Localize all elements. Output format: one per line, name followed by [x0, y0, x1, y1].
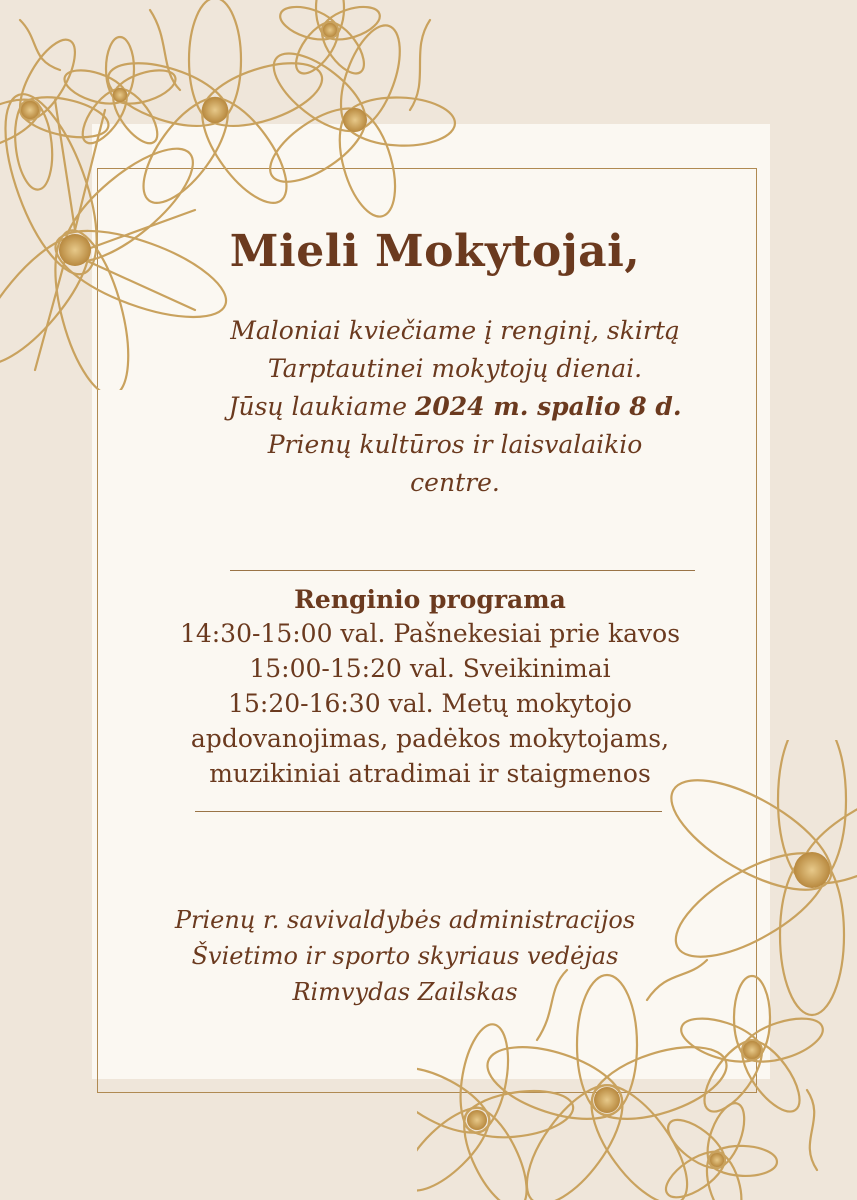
signature-block	[100, 902, 710, 1010]
signature-line: Švietimo ir sporto skyriaus vedėjas	[191, 942, 619, 970]
program-item: 15:20-16:30 val. Metų mokytojo	[228, 689, 632, 718]
intro-line-date	[130, 388, 780, 426]
program-section	[110, 584, 750, 791]
intro-line: Tarptautinei mokytojų dienai.	[267, 354, 643, 383]
divider-top	[230, 570, 695, 571]
intro-line: Prienų kultūros ir laisvalaikio	[267, 430, 643, 459]
signature-name: Rimvydas Zailskas	[292, 978, 518, 1006]
divider-bottom	[195, 811, 662, 812]
invitation-intro	[130, 312, 780, 502]
signature-line: Prienų r. savivaldybės administracijos	[174, 906, 636, 934]
program-item: apdovanojimas, padėkos mokytojams,	[190, 724, 670, 753]
intro-date-prefix: Jūsų laukiame	[228, 392, 415, 421]
intro-line: Maloniai kviečiame į renginį, skirtą	[230, 316, 680, 345]
event-date: 2024 m. spalio 8 d.	[414, 392, 682, 421]
invitation-title: Mieli Mokytojai,	[229, 226, 641, 277]
program-item: muzikiniai atradimai ir staigmenos	[209, 759, 651, 788]
intro-line: centre.	[410, 468, 500, 497]
program-heading: Renginio programa	[294, 585, 566, 614]
program-item: 15:00-15:20 val. Sveikinimai	[249, 654, 611, 683]
program-item: 14:30-15:00 val. Pašnekesiai prie kavos	[179, 619, 681, 648]
